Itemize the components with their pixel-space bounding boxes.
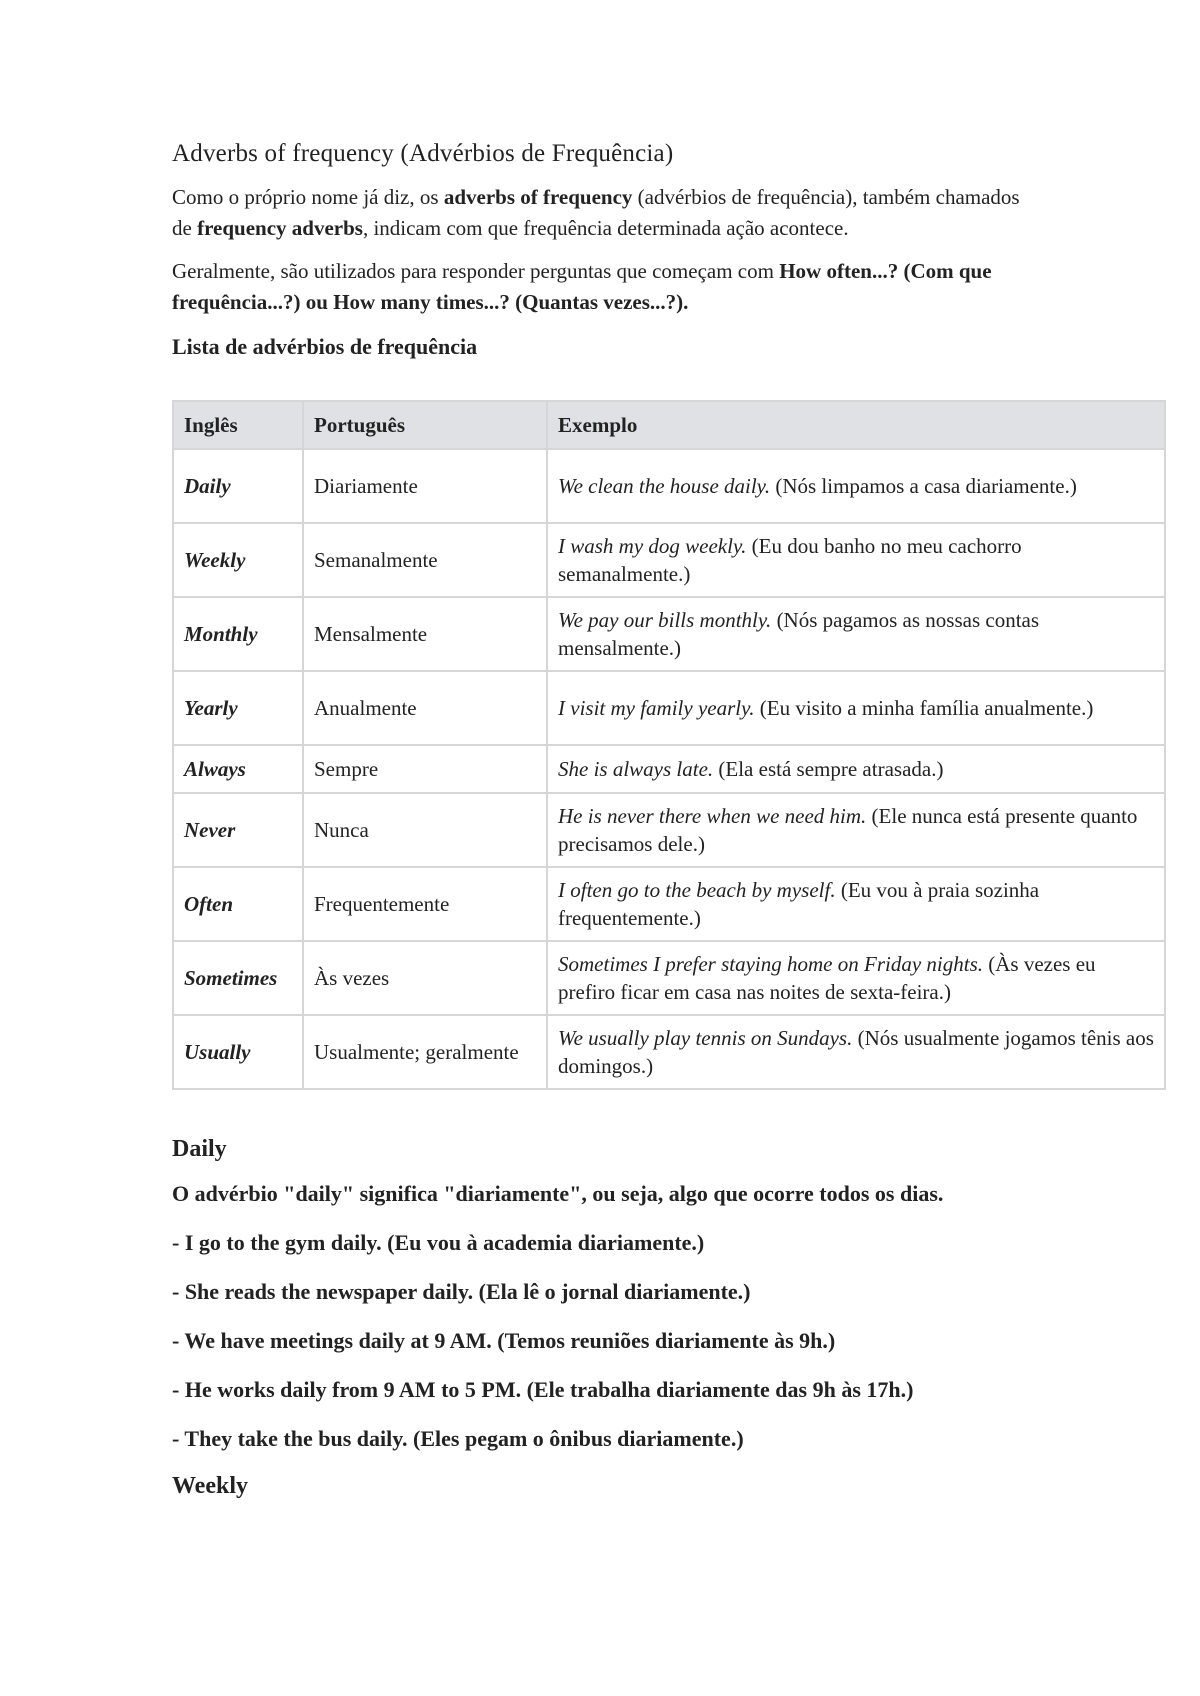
intro-text: Como o próprio nome já diz, os [172, 185, 444, 209]
example-english: We usually play tennis on Sundays. [558, 1026, 853, 1050]
portuguese-cell: Semanalmente [303, 523, 547, 597]
daily-heading: Daily [172, 1136, 227, 1162]
example-english: I wash my dog weekly. [558, 534, 747, 558]
list-heading: Lista de advérbios de frequência [172, 334, 478, 359]
example-translation: (Eu dou banho no meu cachorro semanalmente.) [558, 534, 1022, 586]
table-header-cell: Exemplo [547, 401, 1165, 449]
example-english: Sometimes I prefer staying home on Friday nights. [558, 952, 983, 976]
document-page [172, 140, 1172, 1516]
table-header-cell: Português [303, 401, 547, 449]
portuguese-cell: Mensalmente [303, 597, 547, 671]
page-title: Adverbs of frequency (Advérbios de Frequência) [172, 140, 674, 167]
portuguese-cell: Sempre [303, 745, 547, 793]
example-english: She is always late. [558, 757, 714, 781]
english-cell: Yearly [173, 671, 303, 745]
table-row [173, 867, 1165, 941]
english-cell: Weekly [173, 523, 303, 597]
example-translation: (Às vezes eu prefiro ficar em casa nas noites de sexta-feira.) [558, 952, 1096, 1004]
example-translation: (Eu vou à praia sozinha frequentemente.) [558, 878, 1040, 930]
example-translation: (Eu visito a minha família anualmente.) [754, 696, 1094, 720]
english-cell: Never [173, 793, 303, 867]
example-translation: (Ela está sempre atrasada.) [713, 757, 944, 781]
example-translation: (Ele nunca está presente quanto precisamos dele.) [558, 804, 1138, 856]
portuguese-cell: Usualmente; geralmente [303, 1015, 547, 1089]
table-header-row [173, 401, 1165, 449]
table-row [173, 941, 1165, 1015]
table-row [173, 597, 1165, 671]
intro-text: Geralmente, são utilizados para responder perguntas que começam com [172, 259, 780, 283]
example-english: I often go to the beach by myself. [558, 878, 836, 902]
intro-paragraph-1 [172, 182, 1022, 244]
table-row [173, 793, 1165, 867]
daily-example: - He works daily from 9 AM to 5 PM. (Ele trabalha diariamente das 9h às 17h.) [172, 1377, 914, 1402]
example-cell [547, 941, 1165, 1015]
example-translation: (Nós pagamos as nossas contas mensalmente.) [558, 608, 1040, 660]
weekly-heading: Weekly [172, 1473, 248, 1499]
table-row [173, 1015, 1165, 1089]
intro-text: (advérbios de frequência), também chamados de [172, 185, 1020, 240]
english-cell: Usually [173, 1015, 303, 1089]
english-cell: Sometimes [173, 941, 303, 1015]
portuguese-cell: Anualmente [303, 671, 547, 745]
table-header-cell: Inglês [173, 401, 303, 449]
daily-example: - She reads the newspaper daily. (Ela lê o jornal diariamente.) [172, 1279, 751, 1304]
daily-example: - We have meetings daily at 9 AM. (Temos reuniões diariamente às 9h.) [172, 1328, 836, 1353]
example-english: He is never there when we need him. [558, 804, 867, 828]
daily-example: - They take the bus daily. (Eles pegam o ônibus diariamente.) [172, 1426, 744, 1451]
example-cell [547, 793, 1165, 867]
intro-bold-term: frequency adverbs [197, 216, 363, 240]
intro-bold-term: adverbs of frequency [443, 185, 633, 209]
intro-text: , indicam com que frequência determinada ação acontece. [362, 216, 849, 240]
example-translation: (Nós limpamos a casa diariamente.) [770, 474, 1077, 498]
intro-paragraph-2 [172, 256, 1022, 318]
example-english: We pay our bills monthly. [558, 608, 772, 632]
example-english: I visit my family yearly. [558, 696, 755, 720]
example-translation: (Nós usualmente jogamos tênis aos domingos.) [558, 1026, 1154, 1078]
example-cell [547, 523, 1165, 597]
table-row [173, 449, 1165, 523]
example-cell [547, 449, 1165, 523]
daily-example: - I go to the gym daily. (Eu vou à academia diariamente.) [172, 1230, 705, 1255]
example-english: We clean the house daily. [558, 474, 771, 498]
portuguese-cell: Frequentemente [303, 867, 547, 941]
daily-definition: O advérbio "daily" significa "diariamente", ou seja, algo que ocorre todos os dias. [172, 1181, 944, 1206]
portuguese-cell: Nunca [303, 793, 547, 867]
english-cell: Daily [173, 449, 303, 523]
example-cell [547, 1015, 1165, 1089]
example-cell [547, 597, 1165, 671]
example-cell [547, 745, 1165, 793]
example-cell [547, 671, 1165, 745]
example-cell [547, 867, 1165, 941]
adverbs-table [172, 400, 1166, 1090]
english-cell: Always [173, 745, 303, 793]
table-row [173, 671, 1165, 745]
intro-bold-term: How often...? (Com que frequência...?) ou How many times...? (Quantas vezes...?). [172, 259, 992, 314]
portuguese-cell: Às vezes [303, 941, 547, 1015]
table-row [173, 745, 1165, 793]
table-row [173, 523, 1165, 597]
english-cell: Often [173, 867, 303, 941]
english-cell: Monthly [173, 597, 303, 671]
daily-section [172, 1136, 1172, 1500]
portuguese-cell: Diariamente [303, 449, 547, 523]
